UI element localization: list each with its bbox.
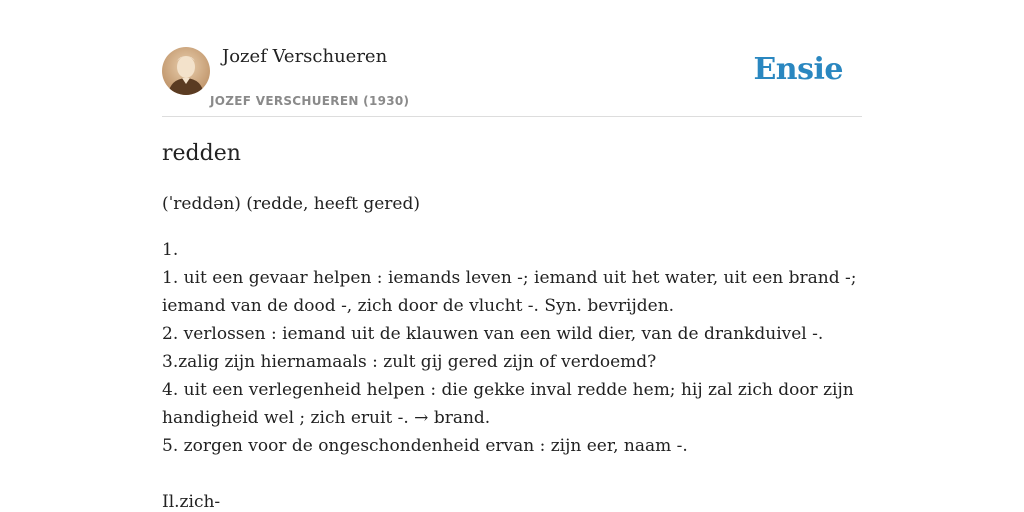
ensie-logo[interactable]: Ensie (753, 52, 843, 87)
section-ii-heading: Il.zich- (162, 492, 221, 512)
source-caption: JOZEF VERSCHUEREN (1930) (210, 94, 410, 108)
entry-content (162, 138, 862, 512)
definition-line: 3.zalig zijn hiernamaals : zult gij gered zijn of verdoemd? (162, 352, 657, 372)
spacer (162, 460, 862, 488)
entry-pronunciation: (ˈreddən) (redde, heeft gered) (162, 194, 420, 214)
entry-definition (162, 236, 862, 512)
definition-line: iemand van de dood -, zich door de vlucht -. Syn. bevrijden. (162, 296, 675, 316)
entry-headword: redden (162, 141, 241, 166)
author-name-link[interactable]: Jozef Verschueren (222, 46, 388, 67)
definition-line: handigheid wel ; zich eruit -. → brand. (162, 408, 491, 428)
definition-line: 4. uit een verlegenheid helpen : die gekke inval redde hem; hij zal zich door zijn (162, 380, 854, 400)
page-header (162, 44, 862, 117)
definition-line: 2. verlossen : iemand uit de klauwen van een wild dier, van de drankduivel -. (162, 324, 824, 344)
author-avatar[interactable] (162, 47, 210, 95)
definition-line: 5. zorgen voor de ongeschondenheid ervan : zijn eer, naam -. (162, 436, 688, 456)
definition-line: 1. (162, 240, 179, 260)
definition-line: 1. uit een gevaar helpen : iemands leven -; iemand uit het water, uit een brand -; (162, 268, 857, 288)
author-portrait-icon (162, 47, 210, 95)
